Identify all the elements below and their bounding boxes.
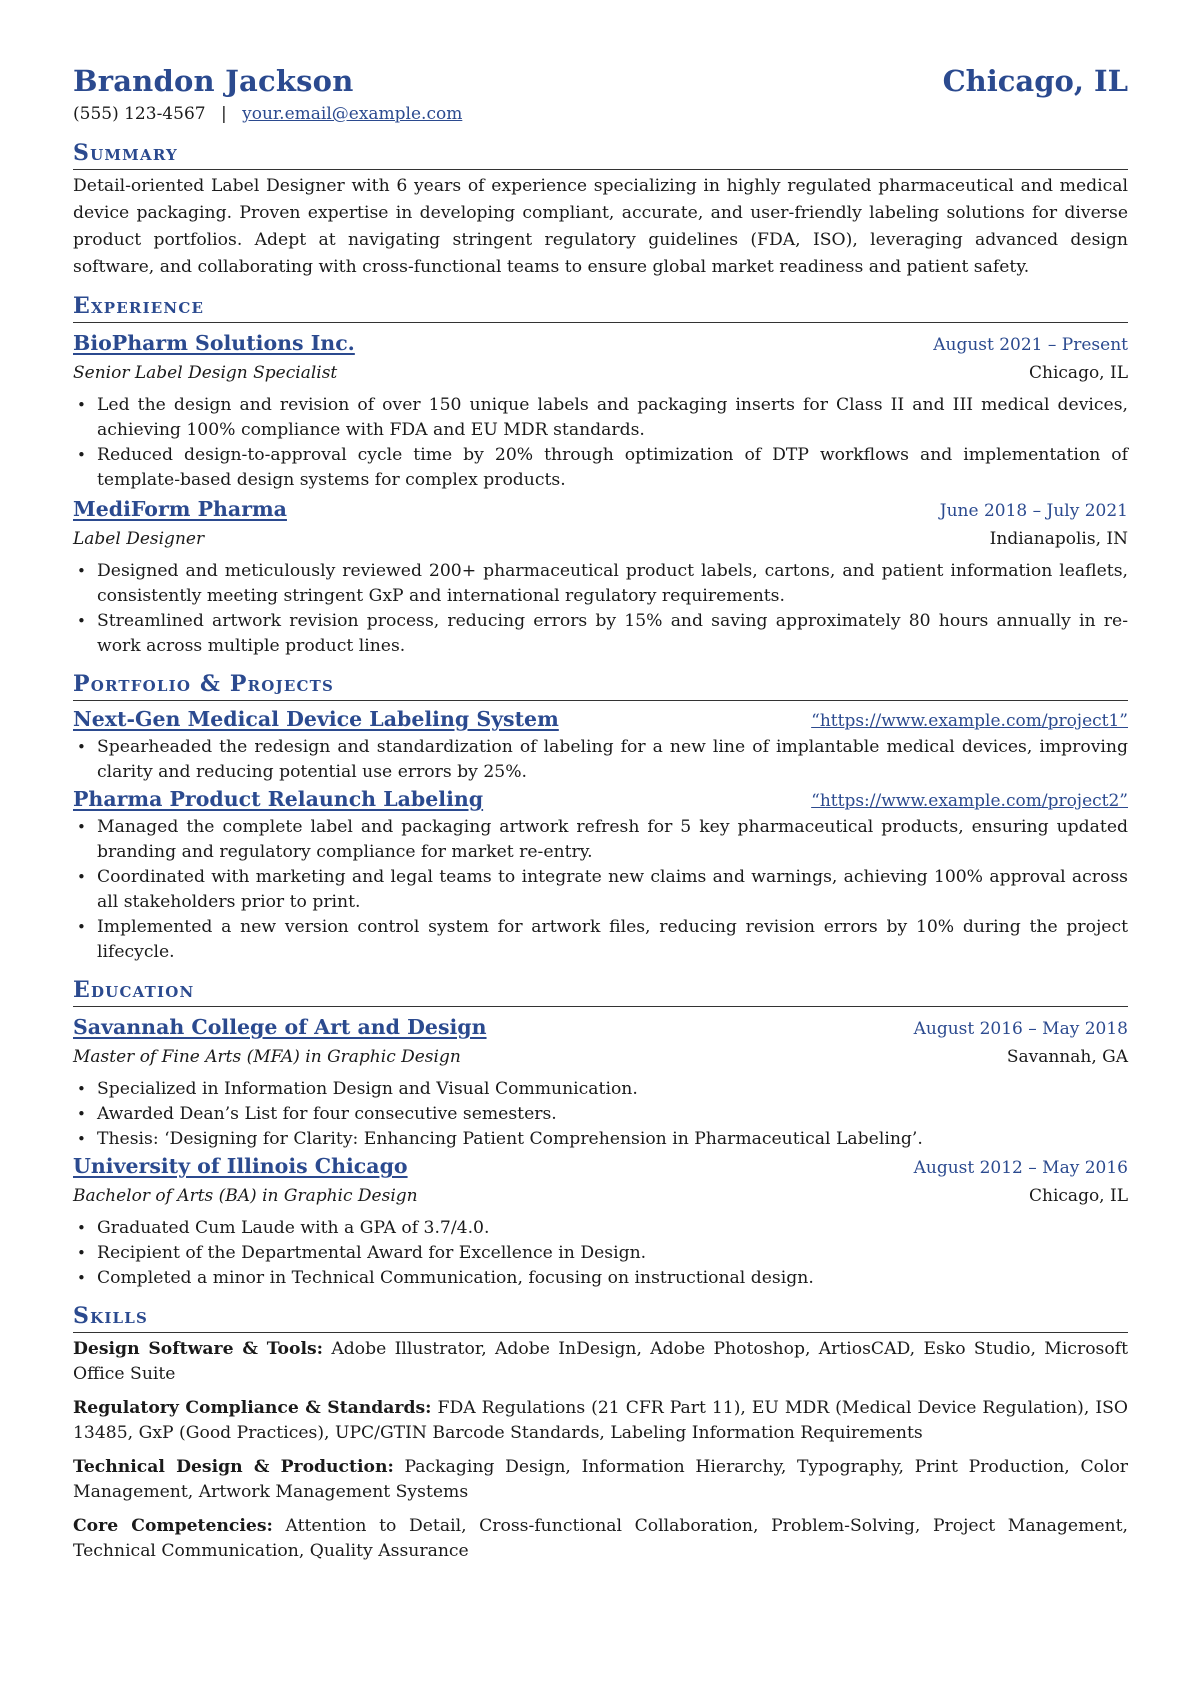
candidate-location: Chicago, IL xyxy=(942,64,1128,98)
degree-name: Master of Fine Arts (MFA) in Graphic Design xyxy=(73,1047,461,1067)
job-bullets xyxy=(73,393,1128,493)
job-location: Chicago, IL xyxy=(1029,363,1128,383)
project-link[interactable]: “https://www.example.com/project1” xyxy=(811,711,1128,731)
contact-line xyxy=(73,104,1128,124)
skill-group-text: FDA Regulations (21 CFR Part 11), EU MDR (Medical Device Regulation), ISO 13485, GxP (Good Practices), UPC/GTIN Barcode Standards, Labeling Information Requirements xyxy=(73,1398,1128,1443)
email-link[interactable]: your.email@example.com xyxy=(242,104,463,124)
resume-header xyxy=(73,64,1128,98)
contact-separator: | xyxy=(220,104,227,124)
list-item: • Thesis: ‘Designing for Clarity: Enhancing Patient Comprehension in Pharmaceutical Labeling’. xyxy=(97,1127,1128,1152)
list-item: • Completed a minor in Technical Communication, focusing on instructional design. xyxy=(97,1266,1128,1291)
school-name[interactable]: Savannah College of Art and Design xyxy=(73,1015,487,1039)
school-location: Chicago, IL xyxy=(1029,1186,1128,1206)
list-item: • Streamlined artwork revision process, reducing errors by 15% and saving approximately 80 hours annually in re-work across multiple product lines. xyxy=(97,609,1128,659)
project-entry xyxy=(73,785,1128,965)
education-entry xyxy=(73,1013,1128,1152)
school-dates: August 2012 – May 2016 xyxy=(913,1158,1128,1178)
education-entry xyxy=(73,1152,1128,1291)
skill-group-label: Technical Design & Production: xyxy=(73,1457,394,1477)
job-role: Senior Label Design Specialist xyxy=(73,363,338,383)
phone-number: (555) 123-4567 xyxy=(73,104,206,124)
degree-name: Bachelor of Arts (BA) in Graphic Design xyxy=(73,1186,418,1206)
section-title-summary: Summary xyxy=(73,138,1128,170)
list-item: • Awarded Dean’s List for four consecutive semesters. xyxy=(97,1102,1128,1127)
project-link[interactable]: “https://www.example.com/project2” xyxy=(811,791,1128,811)
job-dates: June 2018 – July 2021 xyxy=(939,501,1128,521)
skill-group xyxy=(73,1396,1128,1446)
project-entry xyxy=(73,705,1128,785)
list-item: • Led the design and revision of over 150 unique labels and packaging inserts for Class II and III medical devices, achieving 100% compliance with FDA and EU MDR standards. xyxy=(97,393,1128,443)
job-role: Label Designer xyxy=(73,529,205,549)
project-name[interactable]: Next-Gen Medical Device Labeling System xyxy=(73,707,559,731)
company-name[interactable]: BioPharm Solutions Inc. xyxy=(73,331,355,355)
summary-text: Detail-oriented Label Designer with 6 years of experience specializing in highly regulated pharmaceutical and medical device packaging. Proven expertise in developing compliant, accurate, and user-friendly labeling solutions for diverse product portfolios. Adept at navigating stringent regulatory guidelines (FDA, ISO), leveraging advanced design software, and collaborating with cross-functional teams to ensure global market readiness and patient safety. xyxy=(73,176,1128,277)
skill-group xyxy=(73,1514,1128,1564)
skill-group xyxy=(73,1455,1128,1505)
skill-group-text: Adobe Illustrator, Adobe InDesign, Adobe Photoshop, ArtiosCAD, Esko Studio, Microsoft Office Suite xyxy=(73,1339,1128,1384)
job-location: Indianapolis, IN xyxy=(989,529,1128,549)
skill-group xyxy=(73,1337,1128,1387)
project-name[interactable]: Pharma Product Relaunch Labeling xyxy=(73,787,484,811)
school-location: Savannah, GA xyxy=(1006,1047,1128,1067)
resume-page xyxy=(73,64,1128,1564)
section-title-projects: Portfolio & Projects xyxy=(73,669,1128,701)
candidate-name: Brandon Jackson xyxy=(73,64,354,98)
education-bullets xyxy=(73,1216,1128,1291)
section-title-experience: Experience xyxy=(73,291,1128,323)
list-item: • Designed and meticulously reviewed 200+ pharmaceutical product labels, cartons, and patient information leaflets, consistently meeting stringent GxP and international regulatory requirements. xyxy=(97,559,1128,609)
education-bullets xyxy=(73,1077,1128,1152)
skill-group-label: Regulatory Compliance & Standards: xyxy=(73,1398,432,1418)
school-dates: August 2016 – May 2018 xyxy=(913,1019,1128,1039)
section-title-education: Education xyxy=(73,975,1128,1007)
job-dates: August 2021 – Present xyxy=(933,335,1128,355)
list-item: • Spearheaded the redesign and standardization of labeling for a new line of implantable medical devices, improving clarity and reducing potential use errors by 25%. xyxy=(97,735,1128,785)
project-bullets xyxy=(73,735,1128,785)
list-item: • Coordinated with marketing and legal teams to integrate new claims and warnings, achieving 100% approval across all stakeholders prior to print. xyxy=(97,865,1128,915)
company-name[interactable]: MediForm Pharma xyxy=(73,497,287,521)
list-item: • Recipient of the Departmental Award for Excellence in Design. xyxy=(97,1241,1128,1266)
job-entry xyxy=(73,329,1128,493)
skill-group-text: Attention to Detail, Cross-functional Collaboration, Problem-Solving, Project Management, Technical Communication, Quality Assurance xyxy=(73,1516,1128,1561)
skill-group-label: Core Competencies: xyxy=(73,1516,273,1536)
list-item: • Specialized in Information Design and Visual Communication. xyxy=(97,1077,1128,1102)
skill-group-label: Design Software & Tools: xyxy=(73,1339,324,1359)
list-item: • Implemented a new version control system for artwork files, reducing revision errors by 10% during the project lifecycle. xyxy=(97,915,1128,965)
list-item: • Graduated Cum Laude with a GPA of 3.7/4.0. xyxy=(97,1216,1128,1241)
list-item: • Reduced design-to-approval cycle time by 20% through optimization of DTP workflows and implementation of template-based design systems for complex products. xyxy=(97,443,1128,493)
school-name[interactable]: University of Illinois Chicago xyxy=(73,1154,408,1178)
job-entry xyxy=(73,495,1128,659)
skill-group-text: Packaging Design, Information Hierarchy, Typography, Print Production, Color Management, Artwork Management Systems xyxy=(73,1457,1129,1502)
list-item: • Managed the complete label and packaging artwork refresh for 5 key pharmaceutical products, ensuring updated branding and regulatory compliance for market re-entry. xyxy=(97,815,1128,865)
job-bullets xyxy=(73,559,1128,659)
project-bullets xyxy=(73,815,1128,965)
section-title-skills: Skills xyxy=(73,1301,1128,1333)
